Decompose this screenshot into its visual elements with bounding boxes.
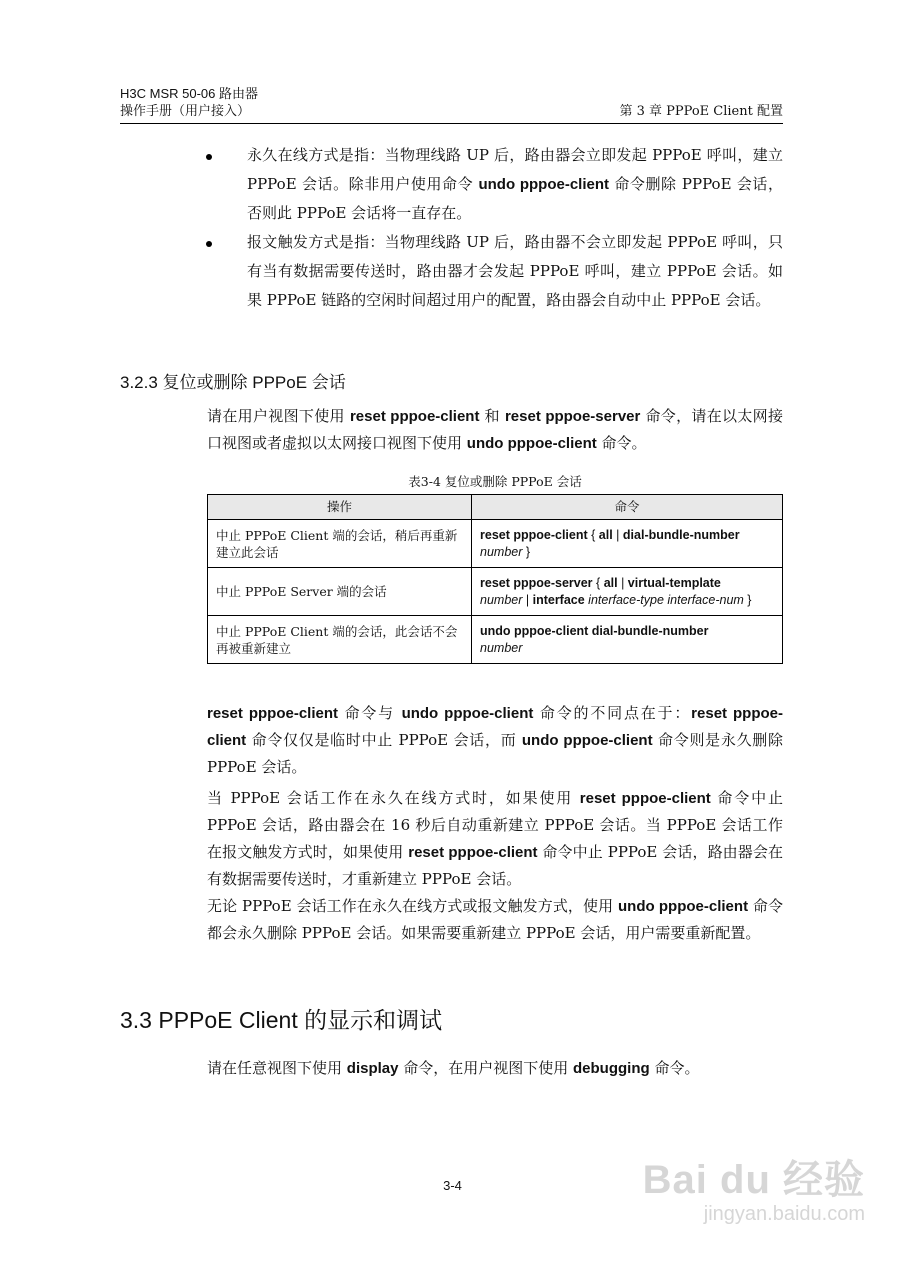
bullet-always-online: 永久在线方式是指：当物理线路 UP 后，路由器会立即发起 PPPoE 呼叫，建立 PPPoE 会话。除非用户使用命令 undo pppoe-client 命令删除 PPPoE 会话，否则此 PPPoE 会话将一直存在。 <box>247 146 783 222</box>
column-header-command: 命令 <box>472 495 783 520</box>
column-header-operation: 操作 <box>208 495 472 520</box>
cmd-undo-pppoe-client: undo pppoe-client <box>478 176 609 193</box>
table-cell-operation: 中止 PPPoE Server 端的会话 <box>208 568 472 616</box>
section-title-3-3: 3.3 PPPoE Client 的显示和调试 <box>120 1007 443 1033</box>
command-table <box>207 494 783 664</box>
table-cell-operation: 中止 PPPoE Client 端的会话，此会话不会再被重新建立 <box>208 616 472 664</box>
table-row <box>208 568 783 616</box>
section-intro: 请在用户视图下使用 reset pppoe-client 和 reset pppoe-server 命令，请在以太网接口视图或者虚拟以太网接口视图下使用 undo pppoe-client 命令。 <box>207 407 783 452</box>
table-cell-operation: 中止 PPPoE Client 端的会话，稍后再重新建立此会话 <box>208 520 472 568</box>
table-cell-command: reset pppoe-server { all | virtual-template number | interface interface-type interface-num } <box>472 568 783 616</box>
bullet-dot <box>206 241 212 247</box>
watermark-logo: Bai du 经验 <box>642 1158 865 1202</box>
watermark-url: jingyan.baidu.com <box>703 1203 865 1225</box>
table-header-row <box>208 495 783 520</box>
header-product: H3C MSR 50-06 路由器 <box>120 86 258 101</box>
table-row <box>208 520 783 568</box>
section-title-3-2-3: 3.2.3 复位或删除 PPPoE 会话 <box>120 373 346 392</box>
para-undo: 无论 PPPoE 会话工作在永久在线方式或报文触发方式，使用 undo pppoe-client 命令都会永久删除 PPPoE 会话。如果需要重新建立 PPPoE 会话，用户需要重新配置。 <box>207 897 783 942</box>
para-behavior: 当 PPPoE 会话工作在永久在线方式时，如果使用 reset pppoe-client 命令中止 PPPoE 会话，路由器会在 16 秒后自动重新建立 PPPoE 会话。当 PPPoE 会话工作在报文触发方式时，如果使用 reset pppoe-client 命令中止 PPPoE 会话，路由器会在有数据需要传送时，才重新建立 PPPoE 会话。 <box>207 789 783 888</box>
header-chapter: 第 3 章 PPPoE Client 配置 <box>619 104 783 119</box>
bullet-dot <box>206 154 212 160</box>
table-row <box>208 616 783 664</box>
table-cell-command: reset pppoe-client { all | dial-bundle-number number } <box>472 520 783 568</box>
header-rule <box>120 123 783 124</box>
bullet-packet-trigger: 报文触发方式是指：当物理线路 UP 后，路由器不会立即发起 PPPoE 呼叫，只有当有数据需要传送时，路由器才会发起 PPPoE 呼叫，建立 PPPoE 会话。如果 PPPoE 链路的空闲时间超过用户的配置，路由器会自动中止 PPPoE 会话。 <box>247 233 783 309</box>
table-cell-command: undo pppoe-client dial-bundle-number number <box>472 616 783 664</box>
page-number: 3-4 <box>443 1178 462 1193</box>
header-manual: 操作手册（用户接入） <box>120 104 251 119</box>
table-caption: 表3-4 复位或删除 PPPoE 会话 <box>408 474 582 489</box>
para-difference: reset pppoe-client 命令与 undo pppoe-client 命令的不同点在于：reset pppoe-client 命令仅仅是临时中止 PPPoE 会话，而 undo pppoe-client 命令则是永久删除 PPPoE 会话。 <box>207 704 783 776</box>
section-3-3-text: 请在任意视图下使用 display 命令，在用户视图下使用 debugging 命令。 <box>207 1059 700 1077</box>
